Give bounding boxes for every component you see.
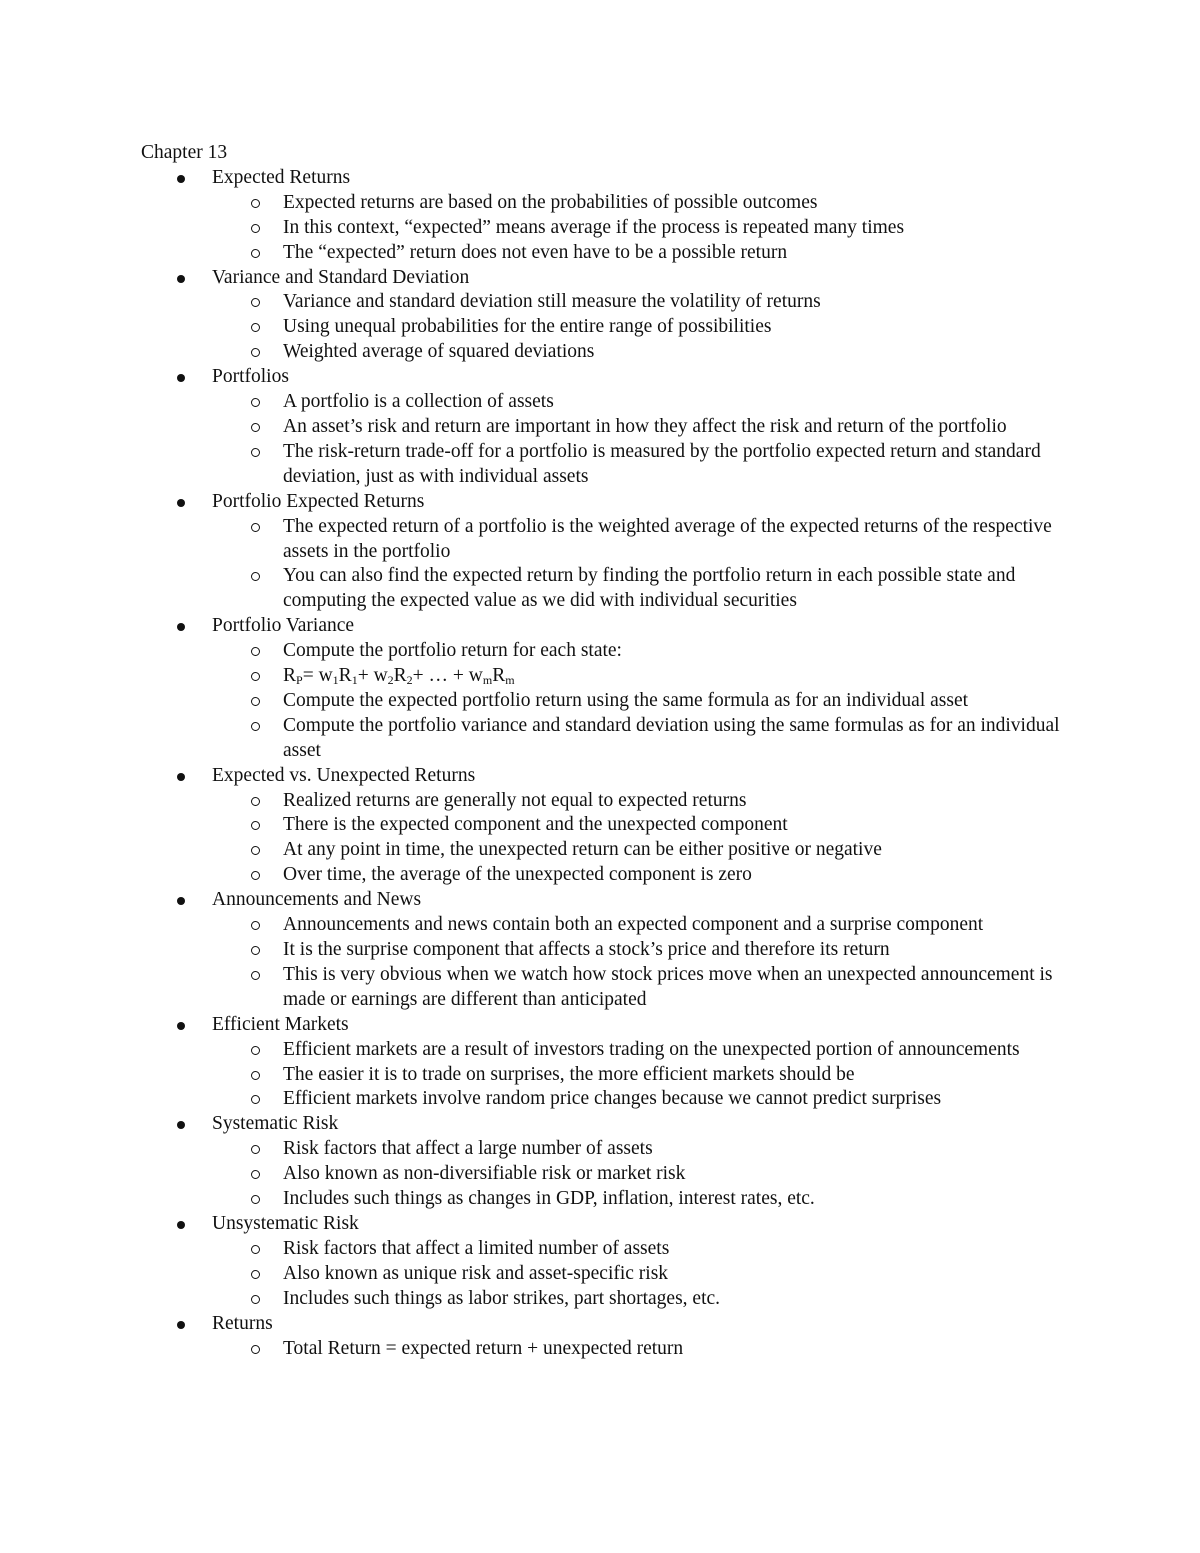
topic-item	[141, 1112, 1071, 1212]
hollow-bullet-icon	[251, 224, 260, 233]
formula-symbol: R	[338, 665, 352, 687]
subtopic-text: Total Return = expected return + unexpected return	[283, 1337, 684, 1359]
formula-symbol: =	[302, 665, 319, 687]
subtopic-item	[141, 639, 1071, 664]
subtopic-text: An asset’s risk and return are important in how they affect the risk and return of the portfolio	[283, 415, 1007, 437]
subtopic-text: Over time, the average of the unexpected component is zero	[283, 864, 752, 886]
topic-heading: Portfolios	[212, 366, 289, 388]
hollow-bullet-icon	[251, 672, 260, 681]
subtopic-text: This is very obvious when we watch how stock prices move when an unexpected announcement is made or earnings are different than anticipated	[283, 963, 1053, 1010]
hollow-bullet-icon	[251, 871, 260, 880]
hollow-bullet-icon	[251, 323, 260, 332]
subtopic-text: It is the surprise component that affects a stock’s price and therefore its return	[283, 939, 890, 960]
hollow-bullet-icon	[251, 398, 260, 407]
topic-heading: Unsystematic Risk	[212, 1212, 359, 1234]
portfolio-return-formula	[283, 665, 515, 686]
subtopic-text: Risk factors that affect a limited number of assets	[283, 1237, 670, 1259]
hollow-bullet-icon	[251, 846, 260, 855]
subtopic-item	[141, 1063, 1071, 1088]
subtopic-text: Weighted average of squared deviations	[283, 341, 595, 363]
subtopic-item	[141, 1262, 1071, 1287]
hollow-bullet-icon	[251, 797, 260, 806]
hollow-bullet-icon	[251, 1071, 260, 1080]
topic-list	[141, 166, 1071, 1362]
hollow-bullet-icon	[251, 1145, 260, 1154]
subtopic-list	[141, 789, 1071, 889]
topic-heading: Efficient Markets	[212, 1013, 349, 1035]
topic-item	[141, 764, 1071, 889]
subtopic-text: Realized returns are generally not equal to expected returns	[283, 789, 747, 811]
subtopic-text: Variance and standard deviation still measure the volatility of returns	[283, 291, 821, 313]
topic-item	[141, 365, 1071, 490]
formula-subscript: 2	[406, 673, 413, 688]
subtopic-text: The easier it is to trade on surprises, the more efficient markets should be	[283, 1063, 855, 1085]
subtopic-text: There is the expected component and the unexpected component	[283, 814, 788, 836]
subtopic-list	[141, 515, 1071, 615]
topic-heading: Portfolio Variance	[212, 615, 355, 637]
hollow-bullet-icon	[251, 1170, 260, 1179]
filled-bullet-icon	[177, 897, 185, 905]
subtopic-text: Efficient markets involve random price changes because we cannot predict surprises	[283, 1088, 942, 1110]
subtopic-item	[141, 1162, 1071, 1187]
subtopic-text: Also known as non-diversifiable risk or market risk	[283, 1163, 686, 1185]
subtopic-text: Using unequal probabilities for the entire range of possibilities	[283, 316, 772, 338]
subtopic-item	[141, 1287, 1071, 1312]
hollow-bullet-icon	[251, 697, 260, 706]
topic-heading: Expected Returns	[212, 166, 351, 188]
subtopic-list	[141, 639, 1071, 764]
formula-item	[141, 664, 1071, 689]
topic-item	[141, 614, 1071, 763]
subtopic-list	[141, 390, 1071, 490]
formula-subscript: m	[505, 673, 515, 688]
subtopic-text: A portfolio is a collection of assets	[283, 391, 554, 413]
subtopic-item	[141, 863, 1071, 888]
subtopic-item	[141, 1337, 1071, 1362]
subtopic-item	[141, 789, 1071, 814]
filled-bullet-icon	[177, 175, 185, 183]
subtopic-item	[141, 714, 1071, 764]
subtopic-item	[141, 515, 1071, 565]
formula-subscript: 2	[387, 673, 394, 688]
topic-item	[141, 1013, 1071, 1113]
topic-heading: Portfolio Expected Returns	[212, 490, 425, 512]
hollow-bullet-icon	[251, 249, 260, 258]
subtopic-list	[141, 913, 1071, 1013]
subtopic-text: Expected returns are based on the probabilities of possible outcomes	[283, 191, 818, 213]
hollow-bullet-icon	[251, 1095, 260, 1104]
hollow-bullet-icon	[251, 348, 260, 357]
subtopic-text: Includes such things as changes in GDP, inflation, interest rates, etc.	[283, 1188, 815, 1210]
hollow-bullet-icon	[251, 298, 260, 307]
filled-bullet-icon	[177, 1121, 185, 1129]
hollow-bullet-icon	[251, 971, 260, 980]
subtopic-text: The expected return of a portfolio is the weighted average of the expected returns of the respective assets in the portfolio	[283, 515, 1052, 562]
hollow-bullet-icon	[251, 1345, 260, 1354]
subtopic-item	[141, 813, 1071, 838]
subtopic-list	[141, 290, 1071, 365]
hollow-bullet-icon	[251, 921, 260, 930]
filled-bullet-icon	[177, 1321, 185, 1329]
hollow-bullet-icon	[251, 821, 260, 830]
subtopic-text: Compute the portfolio return for each state:	[283, 640, 622, 662]
subtopic-text: Also known as unique risk and asset-specific risk	[283, 1262, 669, 1284]
topic-heading: Announcements and News	[212, 889, 422, 911]
formula-symbol: R	[492, 665, 506, 687]
topic-item	[141, 490, 1071, 615]
subtopic-text: Efficient markets are a result of investors trading on the unexpected portion of announcements	[283, 1038, 1020, 1060]
subtopic-item	[141, 913, 1071, 938]
document-body	[141, 141, 1071, 1361]
formula-symbol: + … +	[412, 665, 469, 687]
hollow-bullet-icon	[251, 1195, 260, 1204]
formula-symbol: R	[393, 665, 407, 687]
hollow-bullet-icon	[251, 1046, 260, 1055]
subtopic-list	[141, 191, 1071, 266]
subtopic-text: Announcements and news contain both an expected component and a surprise component	[283, 914, 984, 936]
filled-bullet-icon	[177, 374, 185, 382]
hollow-bullet-icon	[251, 1270, 260, 1279]
topic-item	[141, 266, 1071, 366]
formula-subscript: P	[296, 673, 303, 688]
hollow-bullet-icon	[251, 647, 260, 656]
subtopic-list	[141, 1237, 1071, 1312]
topic-heading: Returns	[212, 1312, 273, 1334]
topic-item	[141, 888, 1071, 1013]
formula-symbol: w	[318, 665, 333, 687]
subtopic-item	[141, 191, 1071, 216]
formula-subscript: 1	[351, 673, 358, 688]
topic-item	[141, 166, 1071, 266]
subtopic-item	[141, 290, 1071, 315]
subtopic-text: Risk factors that affect a large number of assets	[283, 1138, 653, 1160]
subtopic-text: Compute the portfolio variance and standard deviation using the same formulas as for an individual asset	[283, 714, 1060, 761]
subtopic-item	[141, 838, 1071, 863]
formula-symbol: w	[468, 665, 483, 687]
filled-bullet-icon	[177, 275, 185, 283]
topic-item	[141, 1312, 1071, 1362]
hollow-bullet-icon	[251, 423, 260, 432]
topic-heading: Systematic Risk	[212, 1113, 339, 1135]
subtopic-item	[141, 1237, 1071, 1262]
hollow-bullet-icon	[251, 448, 260, 457]
subtopic-text: The “expected” return does not even have to be a possible return	[283, 241, 788, 263]
subtopic-text: In this context, “expected” means average if the process is repeated many times	[283, 216, 905, 238]
subtopic-item	[141, 938, 1071, 963]
subtopic-list	[141, 1137, 1071, 1212]
subtopic-list	[141, 1038, 1071, 1113]
subtopic-item	[141, 440, 1071, 490]
subtopic-text: At any point in time, the unexpected return can be either positive or negative	[283, 839, 882, 861]
subtopic-item	[141, 1038, 1071, 1063]
subtopic-item	[141, 1087, 1071, 1112]
filled-bullet-icon	[177, 623, 185, 631]
subtopic-item	[141, 241, 1071, 266]
hollow-bullet-icon	[251, 946, 260, 955]
formula-symbol: +	[357, 665, 374, 687]
subtopic-item	[141, 1187, 1071, 1212]
subtopic-item	[141, 340, 1071, 365]
filled-bullet-icon	[177, 1221, 185, 1229]
hollow-bullet-icon	[251, 1295, 260, 1304]
subtopic-text: You can also find the expected return by finding the portfolio return in each possible state and computing the expected value as we did with individual securities	[283, 565, 1016, 612]
subtopic-item	[141, 689, 1071, 714]
subtopic-list	[141, 1337, 1071, 1362]
subtopic-item	[141, 415, 1071, 440]
filled-bullet-icon	[177, 499, 185, 507]
formula-subscript: m	[482, 673, 493, 688]
filled-bullet-icon	[177, 773, 185, 781]
subtopic-item	[141, 390, 1071, 415]
subtopic-item	[141, 1137, 1071, 1162]
hollow-bullet-icon	[251, 199, 260, 208]
page-title: Chapter 13	[141, 142, 228, 163]
formula-symbol: R	[283, 665, 297, 687]
topic-heading: Expected vs. Unexpected Returns	[212, 764, 476, 786]
subtopic-text: Includes such things as labor strikes, part shortages, etc.	[283, 1287, 721, 1309]
formula-symbol: w	[373, 665, 388, 687]
hollow-bullet-icon	[251, 1245, 260, 1254]
subtopic-item	[141, 963, 1071, 1013]
filled-bullet-icon	[177, 1022, 185, 1030]
formula-subscript: 1	[332, 673, 339, 688]
topic-heading: Variance and Standard Deviation	[212, 266, 470, 288]
subtopic-item	[141, 216, 1071, 241]
hollow-bullet-icon	[251, 523, 260, 532]
subtopic-text: The risk-return trade-off for a portfolio is measured by the portfolio expected return and standard deviation, just as with individual assets	[283, 440, 1041, 487]
hollow-bullet-icon	[251, 572, 260, 581]
subtopic-item	[141, 564, 1071, 614]
subtopic-text: Compute the expected portfolio return using the same formula as for an individual asset	[283, 689, 969, 711]
subtopic-item	[141, 315, 1071, 340]
topic-item	[141, 1212, 1071, 1312]
hollow-bullet-icon	[251, 722, 260, 731]
